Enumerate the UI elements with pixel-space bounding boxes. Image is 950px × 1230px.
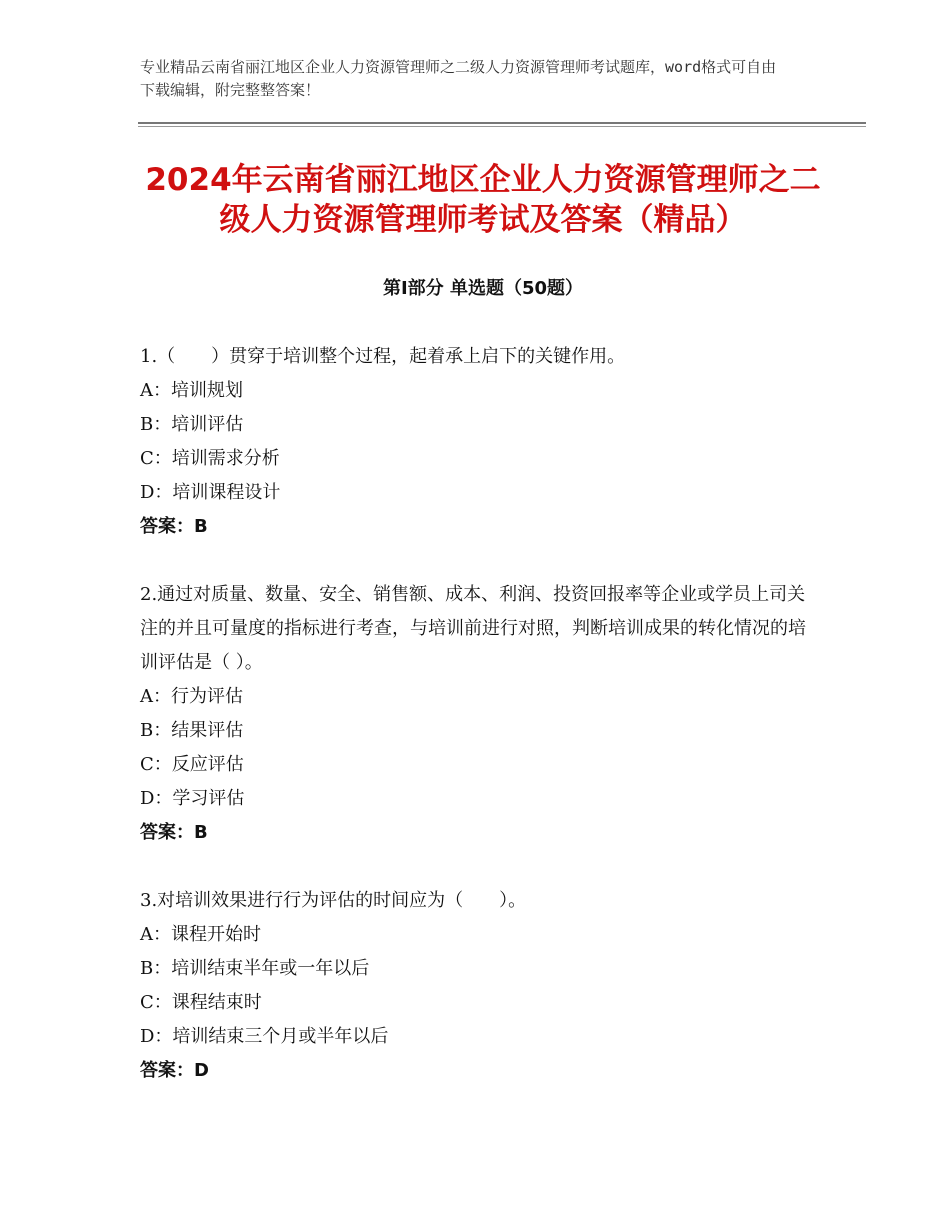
option-a: A：行为评估 — [140, 686, 243, 707]
question-stem: 3.对培训效果进行行为评估的时间应为（ ）。 — [140, 890, 527, 911]
header-note: 专业精品云南省丽江地区企业人力资源管理师之二级人力资源管理师考试题库，word格式可自由下载编辑，附完整整答案！ — [140, 58, 777, 99]
option-a: A：培训规划 — [140, 380, 243, 401]
question-item — [140, 578, 820, 850]
header-divider-thin — [138, 126, 866, 127]
answer-line: 答案：B — [140, 822, 208, 843]
question-item — [140, 340, 820, 544]
option-a: A：课程开始时 — [140, 924, 261, 945]
question-stem: 1.（ ）贯穿于培训整个过程，起着承上启下的关键作用。 — [140, 346, 626, 367]
option-b: B：结果评估 — [140, 720, 244, 741]
option-b: B：培训结束半年或一年以后 — [140, 958, 370, 979]
section-title: 第Ⅰ部分 单选题（50题） — [382, 278, 583, 299]
option-c: C：培训需求分析 — [140, 448, 280, 469]
option-b: B：培训评估 — [140, 414, 244, 435]
header-divider — [138, 122, 866, 124]
document-title: 2024年云南省丽江地区企业人力资源管理师之二级人力资源管理师考试及答案（精品） — [145, 162, 821, 238]
question-stem: 2.通过对质量、数量、安全、销售额、成本、利润、投资回报率等企业或学员上司关注的并且可量度的指标进行考查，与培训前进行对照，判断培训成果的转化情况的培训评估是（ ）。 — [140, 584, 806, 673]
answer-line: 答案：B — [140, 516, 208, 537]
answer-line: 答案：D — [140, 1060, 209, 1081]
question-list — [140, 340, 820, 1122]
option-c: C：反应评估 — [140, 754, 244, 775]
option-d: D：培训结束三个月或半年以后 — [140, 1026, 389, 1047]
option-d: D：学习评估 — [140, 788, 245, 809]
option-d: D：培训课程设计 — [140, 482, 281, 503]
option-c: C：课程结束时 — [140, 992, 262, 1013]
question-item — [140, 884, 820, 1088]
